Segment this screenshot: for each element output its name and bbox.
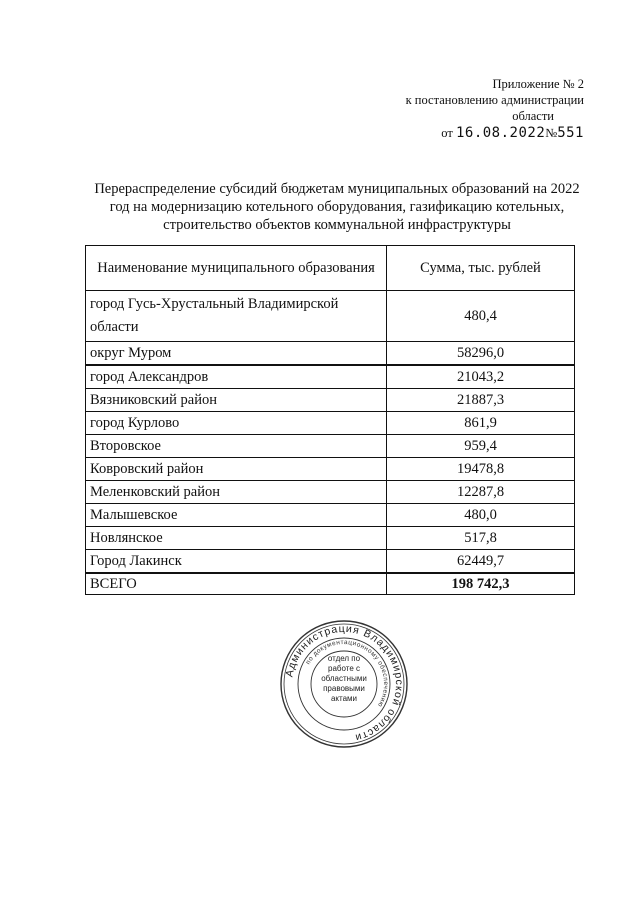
subsidy-amount: 517,8	[387, 527, 575, 550]
resolution-number: 551	[557, 125, 584, 141]
subsidy-amount: 19478,8	[387, 458, 575, 481]
document-header	[344, 76, 584, 141]
subsidy-amount: 480,4	[387, 291, 575, 342]
region-label: области	[512, 109, 554, 123]
table-row	[86, 291, 575, 342]
municipality-name: Меленковский район	[86, 481, 387, 504]
table-row	[86, 389, 575, 412]
subsidy-amount: 959,4	[387, 435, 575, 458]
table-row	[86, 458, 575, 481]
seal-outer-textpath: Администрация Владимирской области	[283, 622, 406, 744]
subsidy-amount: 12287,8	[387, 481, 575, 504]
total-amount: 198 742,3	[387, 573, 575, 595]
subsidy-amount: 861,9	[387, 412, 575, 435]
subsidy-amount: 480,0	[387, 504, 575, 527]
municipality-name: Вязниковский район	[86, 389, 387, 412]
municipality-name: Новлянское	[86, 527, 387, 550]
table-row	[86, 504, 575, 527]
table-row	[86, 481, 575, 504]
subsidy-table	[85, 245, 575, 595]
seal-middle-textpath: по документационному обеспечению	[304, 638, 390, 709]
table-row	[86, 412, 575, 435]
total-row	[86, 573, 575, 595]
municipality-name: Второвское	[86, 435, 387, 458]
date-prefix: от	[441, 126, 453, 140]
appendix-label: Приложение № 2	[492, 77, 584, 91]
resolution-label: к постановлению администрации	[405, 93, 584, 107]
subsidy-amount: 62449,7	[387, 550, 575, 574]
document-title: Перераспределение субсидий бюджетам муниципальных образований на 2022 год на модернизацию котельного оборудования, газификацию котельных, строительство объектов коммунальной инфраструктуры	[94, 181, 580, 233]
table-row	[86, 365, 575, 389]
table-row	[86, 435, 575, 458]
municipality-name: Ковровский район	[86, 458, 387, 481]
municipality-name: город Александров	[86, 365, 387, 389]
date-number-line	[344, 125, 584, 141]
total-label: ВСЕГО	[86, 573, 387, 595]
column-header-amount: Сумма, тыс. рублей	[387, 246, 575, 291]
column-header-name: Наименование муниципального образования	[86, 246, 387, 291]
table-row	[86, 342, 575, 366]
municipality-name: Город Лакинск	[86, 550, 387, 574]
municipality-name: город Гусь-Хрустальный Владимирской области	[86, 291, 387, 342]
subsidy-amount: 21043,2	[387, 365, 575, 389]
table-row	[86, 550, 575, 574]
subsidy-amount: 21887,3	[387, 389, 575, 412]
municipality-name: город Курлово	[86, 412, 387, 435]
table-row	[86, 527, 575, 550]
municipality-name: Малышевское	[86, 504, 387, 527]
municipality-name: округ Муром	[86, 342, 387, 366]
table-header-row	[86, 246, 575, 291]
subsidy-amount: 58296,0	[387, 342, 575, 366]
resolution-date: 16.08.2022	[455, 125, 546, 141]
seal-inner-text: отдел по работе с областными правовыми актами	[321, 654, 367, 703]
number-prefix: №	[545, 126, 558, 140]
official-seal	[278, 618, 410, 750]
